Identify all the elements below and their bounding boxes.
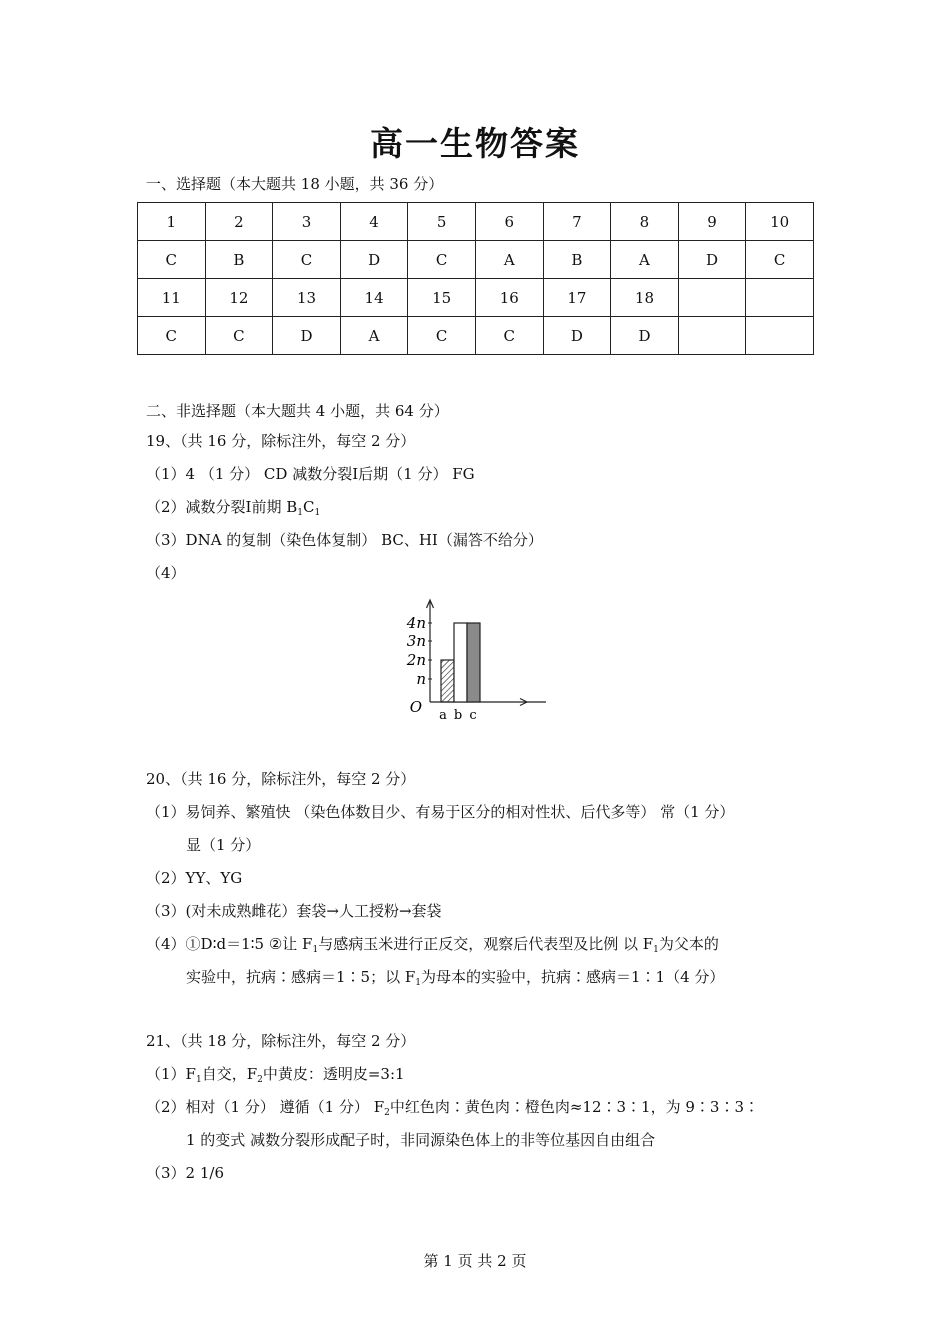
origin-label: O xyxy=(409,698,422,716)
q21-line-3: （3）2 1/6 xyxy=(146,1164,224,1182)
table-cell: 7 xyxy=(543,203,611,241)
table-cell: 6 xyxy=(475,203,543,241)
text: 与感病玉米进行正反交，观察后代表型及比例 以 F xyxy=(318,935,654,953)
table-row xyxy=(138,203,814,241)
table-row xyxy=(138,241,814,279)
q20-line-1b: 显（1 分） xyxy=(186,836,261,854)
x-label-c: c xyxy=(469,708,477,723)
table-cell: D xyxy=(611,317,679,355)
text: 自交，F xyxy=(201,1065,258,1083)
table-cell: C xyxy=(205,317,273,355)
text: 为父本的 xyxy=(658,935,719,953)
bar-c xyxy=(467,623,480,702)
text: （1）F xyxy=(146,1065,196,1083)
table-cell: 4 xyxy=(340,203,408,241)
q19-line-2-text-c: C xyxy=(303,498,315,516)
bar-b xyxy=(454,623,467,702)
bar-a xyxy=(441,660,454,702)
table-cell: 1 xyxy=(138,203,206,241)
q20-line-4 xyxy=(146,934,719,960)
text: （4）①D∶d＝1∶5 ②让 F xyxy=(146,935,313,953)
q19-line-2 xyxy=(146,497,320,523)
text: 中黄皮：透明皮=3:1 xyxy=(262,1065,405,1083)
table-cell: 15 xyxy=(408,279,476,317)
table-row xyxy=(138,279,814,317)
q19-line-1: （1）4 （1 分） CD 减数分裂Ⅰ后期（1 分） FG xyxy=(146,465,475,483)
answer-table xyxy=(137,202,814,355)
table-cell xyxy=(746,279,814,317)
table-cell: C xyxy=(408,241,476,279)
table-cell: C xyxy=(273,241,341,279)
table-cell: D xyxy=(543,317,611,355)
q21-header: 21、（共 18 分，除标注外，每空 2 分） xyxy=(146,1032,416,1050)
subscript: 1 xyxy=(653,945,659,955)
text: （2）相对（1 分） 遵循（1 分） F xyxy=(146,1098,385,1116)
q21-line-2b: 1 的变式 减数分裂形成配子时，非同源染色体上的非等位基因自由组合 xyxy=(186,1131,656,1149)
table-cell: C xyxy=(475,317,543,355)
table-cell: D xyxy=(340,241,408,279)
table-cell: C xyxy=(746,241,814,279)
table-cell: 17 xyxy=(543,279,611,317)
table-cell: 16 xyxy=(475,279,543,317)
q20-line-1: （1）易饲养、繁殖快 （染色体数目少、有易于区分的相对性状、后代多等） 常（1 分） xyxy=(146,803,735,821)
q21-line-2 xyxy=(146,1097,759,1123)
subscript: 1 xyxy=(297,508,303,518)
y-tick-label-4n: 4n xyxy=(406,614,426,632)
table-cell: 13 xyxy=(273,279,341,317)
table-cell: C xyxy=(138,241,206,279)
text: 为母本的实验中，抗病∶感病＝1∶1（4 分） xyxy=(421,968,725,986)
q20-line-2: （2）YY、YG xyxy=(146,869,243,887)
table-cell: 3 xyxy=(273,203,341,241)
y-tick-label-n: n xyxy=(416,670,426,688)
subscript: 1 xyxy=(314,508,321,518)
subscript: 1 xyxy=(195,1075,202,1085)
q19-line-3: （3）DNA 的复制（染色体复制） BC、HI（漏答不给分） xyxy=(146,531,543,549)
table-cell: 5 xyxy=(408,203,476,241)
subscript: 2 xyxy=(257,1075,263,1085)
table-cell: 9 xyxy=(678,203,746,241)
table-cell xyxy=(746,317,814,355)
table-cell: D xyxy=(678,241,746,279)
q20-line-3: （3）(对未成熟雌花）套袋→人工授粉→套袋 xyxy=(146,902,442,920)
y-tick-label-3n: 3n xyxy=(406,632,426,650)
table-row xyxy=(138,317,814,355)
table-cell: 2 xyxy=(205,203,273,241)
subscript: 1 xyxy=(312,945,319,955)
table-cell: C xyxy=(408,317,476,355)
table-cell: 11 xyxy=(138,279,206,317)
table-cell: C xyxy=(138,317,206,355)
q19-header: 19、（共 16 分，除标注外，每空 2 分） xyxy=(146,432,416,450)
table-cell: A xyxy=(611,241,679,279)
table-cell: B xyxy=(543,241,611,279)
page-footer: 第 1 页 共 2 页 xyxy=(423,1252,527,1270)
bar-chart-figure xyxy=(400,596,560,726)
table-cell: D xyxy=(273,317,341,355)
table-cell: 12 xyxy=(205,279,273,317)
subscript: 2 xyxy=(384,1108,390,1118)
table-cell xyxy=(678,279,746,317)
page-title: 高一生物答案 xyxy=(370,124,580,163)
section1-heading: 一、选择题（本大题共 18 小题，共 36 分） xyxy=(146,175,444,193)
q19-line-2-text: （2）减数分裂Ⅰ前期 B xyxy=(146,498,298,516)
text: 实验中，抗病∶感病＝1∶5；以 F xyxy=(186,968,416,986)
q19-line-4: （4） xyxy=(146,564,186,582)
table-cell: 10 xyxy=(746,203,814,241)
subscript: 1 xyxy=(415,978,421,988)
table-cell: 8 xyxy=(611,203,679,241)
q20-line-4b xyxy=(186,967,724,993)
q20-header: 20、（共 16 分，除标注外，每空 2 分） xyxy=(146,770,416,788)
table-cell: A xyxy=(475,241,543,279)
x-label-b: b xyxy=(453,708,463,723)
table-cell: 18 xyxy=(611,279,679,317)
x-label-a: a xyxy=(439,708,447,723)
section2-heading: 二、非选择题（本大题共 4 小题，共 64 分） xyxy=(146,402,449,420)
table-cell: B xyxy=(205,241,273,279)
table-cell xyxy=(678,317,746,355)
text: 中红色肉∶黄色肉∶橙色肉≈12∶3∶1，为 9∶3∶3∶ xyxy=(389,1098,760,1116)
table-cell: A xyxy=(340,317,408,355)
table-cell: 14 xyxy=(340,279,408,317)
y-tick-label-2n: 2n xyxy=(406,651,426,669)
q21-line-1 xyxy=(146,1064,405,1090)
